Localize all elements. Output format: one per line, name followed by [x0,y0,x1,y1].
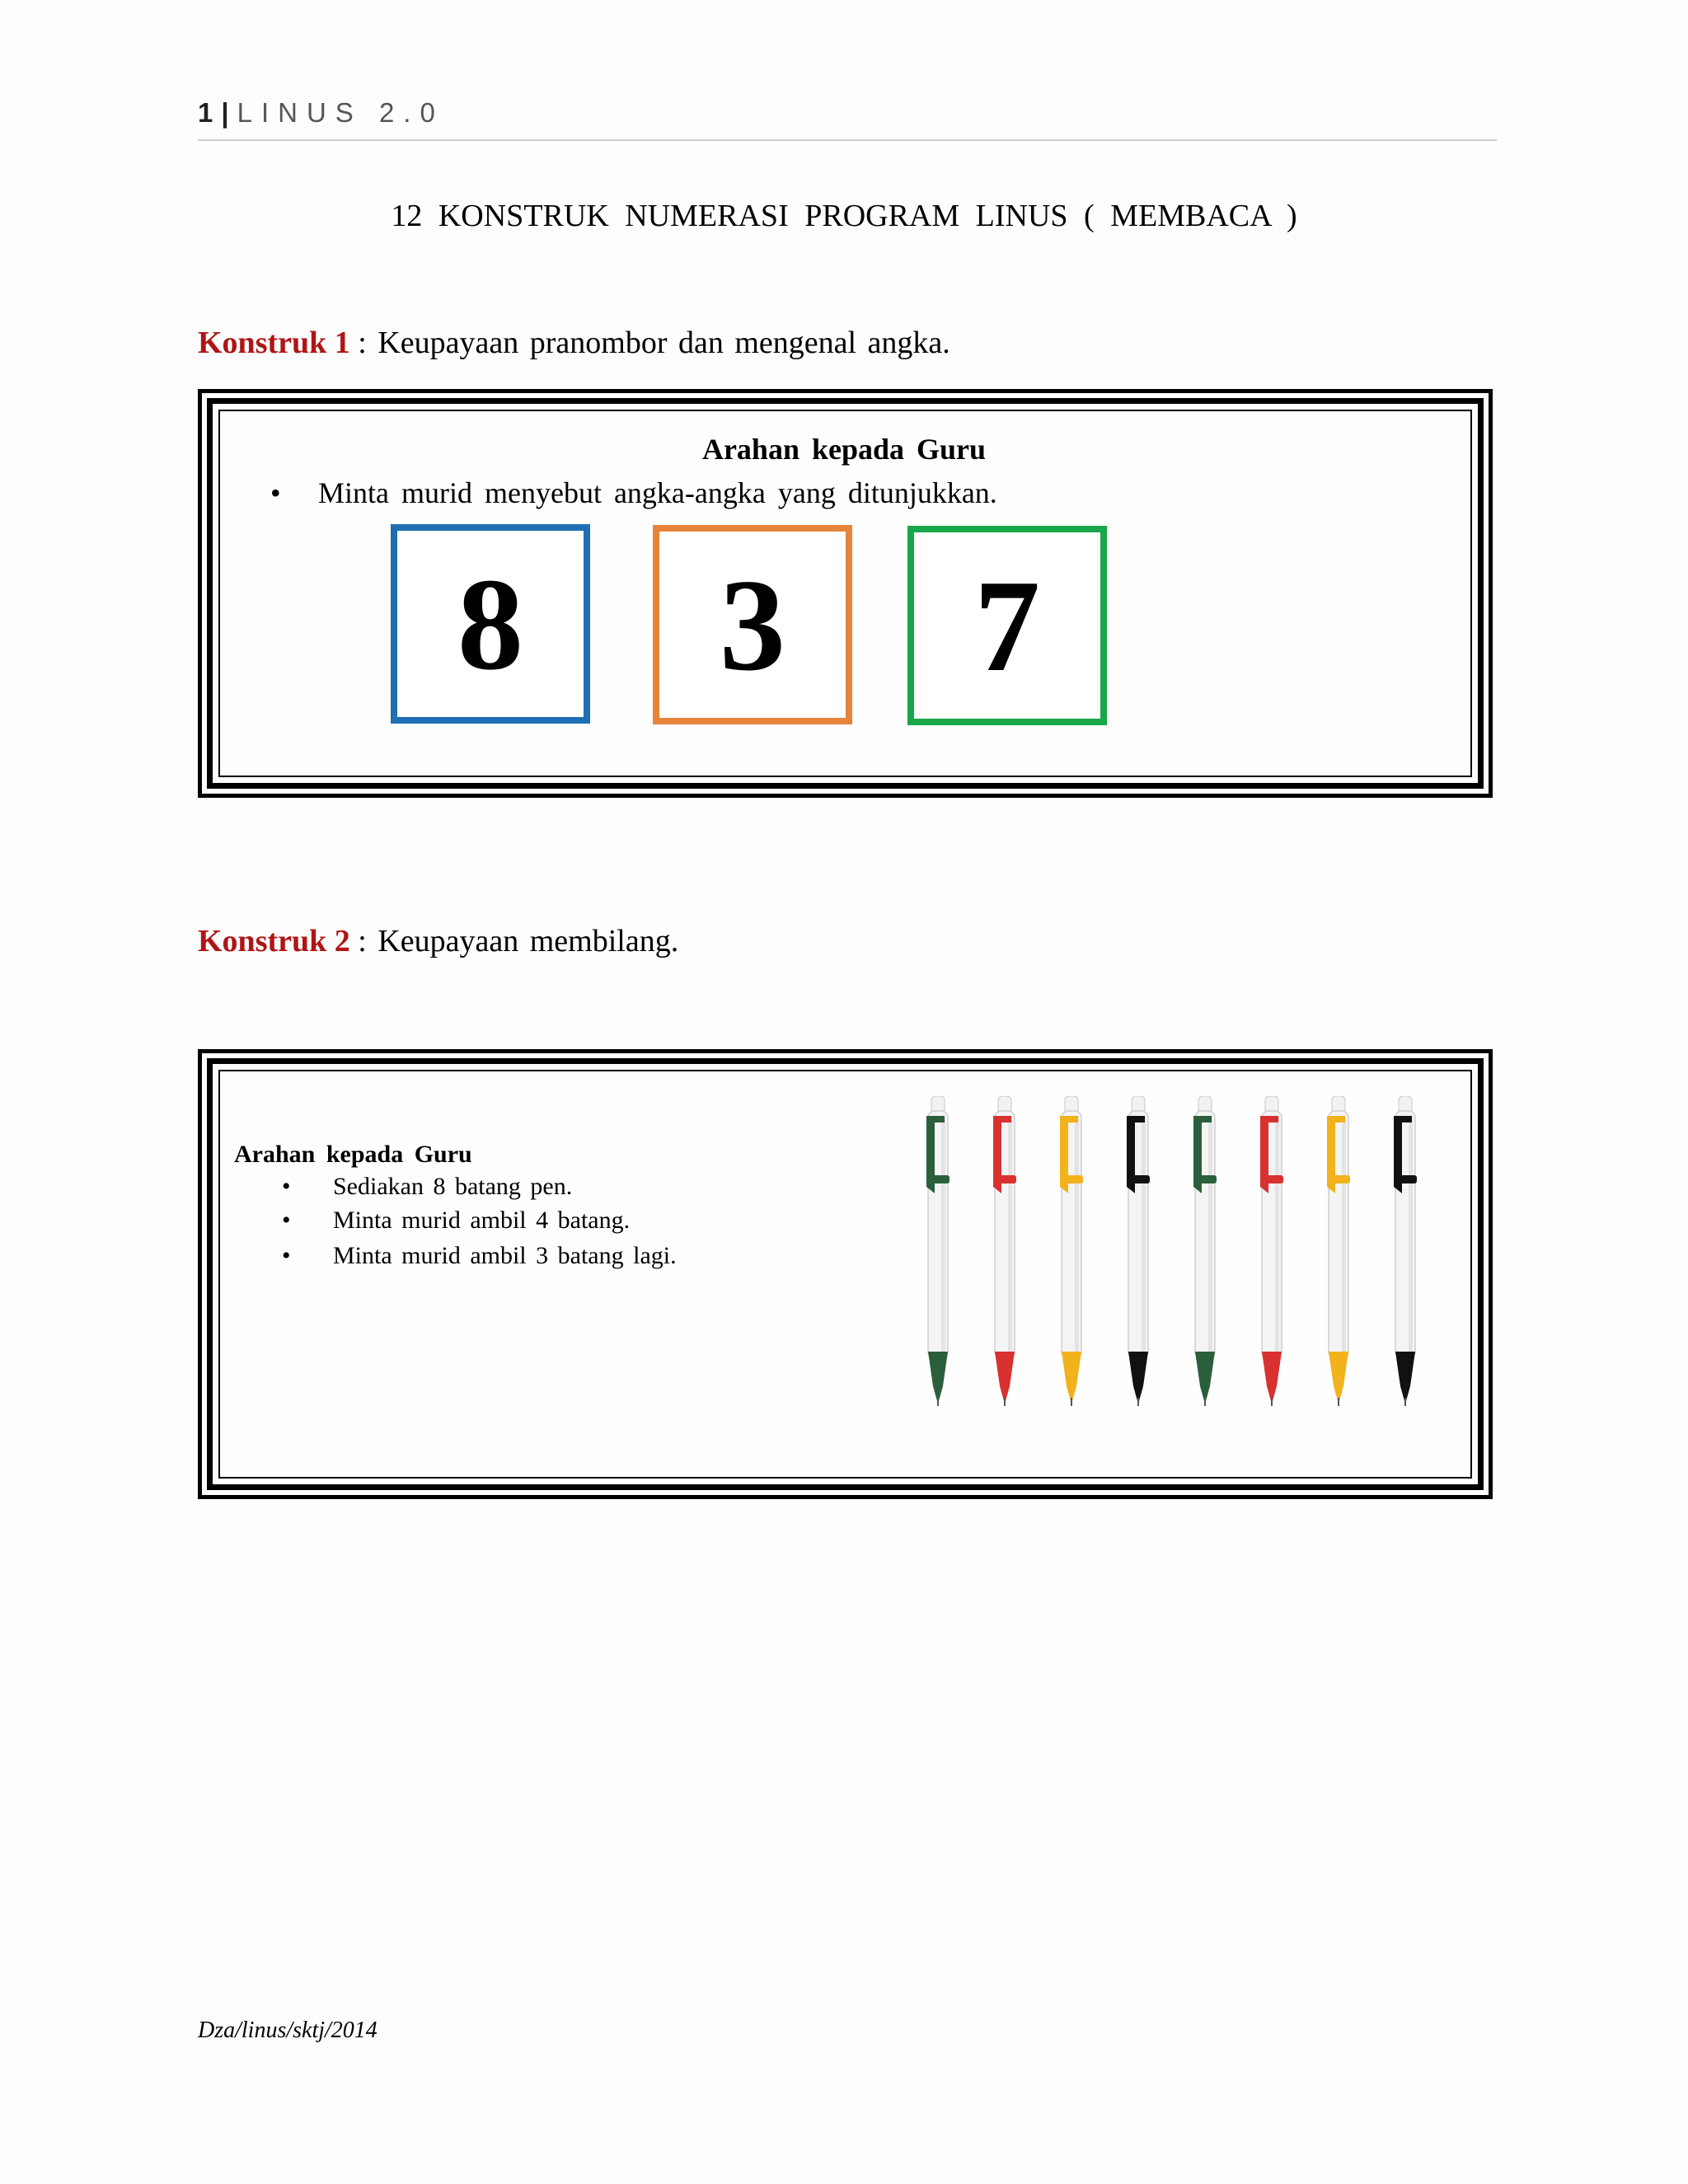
pen-icon [1127,1096,1150,1406]
konstruk-2-heading [198,923,678,959]
bullet-icon: • [282,1173,291,1200]
konstruk-1-heading [198,325,950,361]
document-title: 12 KONSTRUK NUMERASI PROGRAM LINUS ( MEMBACA ) [391,199,1297,233]
konstruk-1-description: : Keupayaan pranombor dan mengenal angka. [358,326,950,360]
digit-card: 8 [391,524,590,724]
pen-icon [1060,1096,1083,1406]
pen-icon [926,1096,950,1406]
pen-icon [1327,1096,1350,1406]
bullet-icon: • [282,1207,291,1234]
bullet-icon: • [270,476,281,509]
running-title: LINUS 2.0 [237,97,444,128]
header-separator: | [221,97,229,128]
konstruk-2-instruction-heading: Arahan kepada Guru [234,1141,472,1168]
pens-illustration [910,1096,1421,1409]
page-number: 1 [198,97,213,128]
pen-icon [1193,1096,1217,1406]
pen-icon [1260,1096,1283,1406]
digit-card: 3 [653,525,852,724]
konstruk-1-instruction-heading: Arahan kepada Guru [701,433,987,466]
running-header [198,97,444,129]
konstruk-2-instruction: Minta murid ambil 4 batang. [333,1207,631,1234]
digit-card: 7 [907,526,1107,725]
pen-icon [1394,1096,1417,1406]
konstruk-2-instruction: Sediakan 8 batang pen. [333,1173,573,1200]
header-rule [198,139,1497,141]
konstruk-2-instruction: Minta murid ambil 3 batang lagi. [333,1242,677,1269]
footer-code: Dza/linus/sktj/2014 [198,2018,377,2043]
konstruk-1-instruction: Minta murid menyebut angka-angka yang ditunjukkan. [318,476,997,509]
konstruk-1-label: Konstruk 1 [198,326,350,360]
konstruk-2-label: Konstruk 2 [198,924,350,958]
bullet-icon: • [282,1242,291,1269]
konstruk-2-description: : Keupayaan membilang. [358,924,679,958]
pen-icon [993,1096,1016,1406]
